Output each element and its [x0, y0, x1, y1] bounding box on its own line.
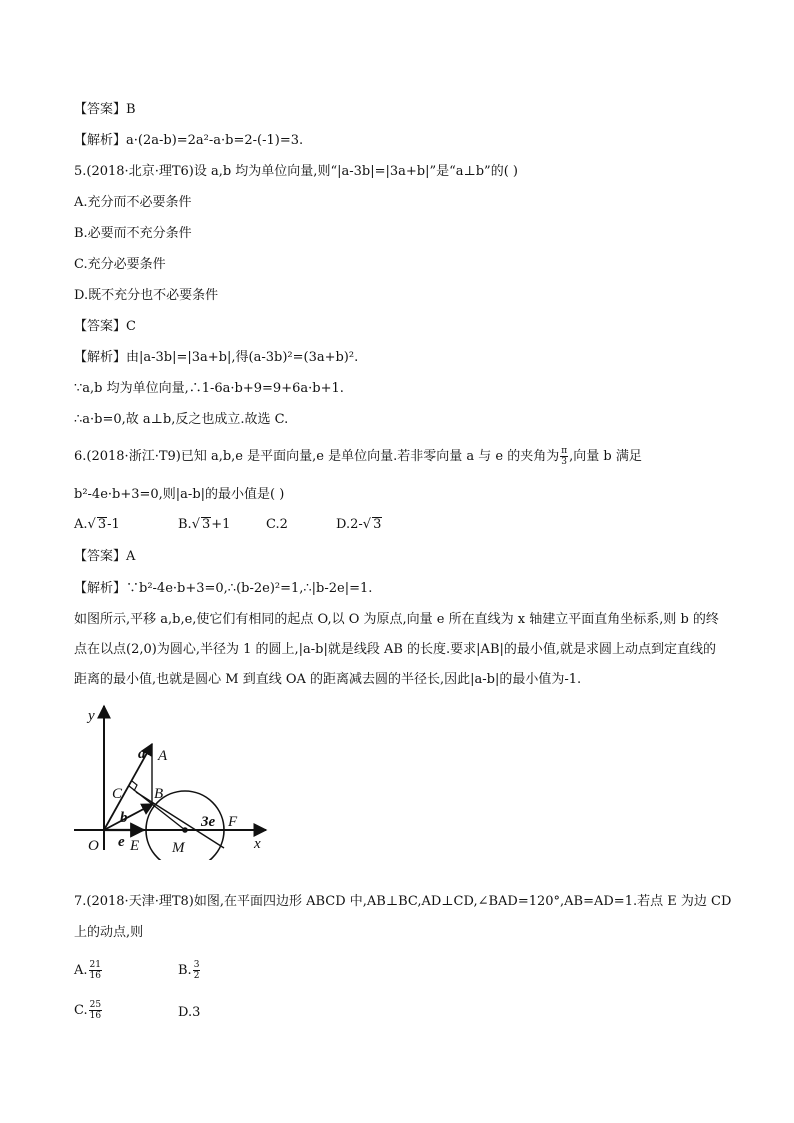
- radicand: 3: [97, 517, 107, 532]
- q7-option-d: D.3: [178, 1005, 201, 1020]
- q6-text-pre: 6.(2018·浙江·T9)已知 a,b,e 是平面向量,e 是单位向量.若非零向量 a 与 e 的夹角为: [74, 449, 560, 464]
- explanation-4: 【解析】a·(2a-b)=2a²-a·b=2-(-1)=3.: [74, 133, 304, 148]
- radicand: 3: [201, 517, 211, 532]
- option-fraction: [193, 960, 201, 981]
- label-y: y: [88, 708, 95, 724]
- fraction-denominator: 16: [89, 1011, 102, 1021]
- question-6-line2: b²-4e·b+3=0,则|a-b|的最小值是( ): [74, 487, 285, 502]
- q5-option-c: C.充分必要条件: [74, 257, 166, 272]
- label-F: F: [228, 814, 238, 830]
- option-tail: -1: [107, 517, 120, 532]
- option-letter: A.: [74, 517, 88, 532]
- fraction-denominator: 2: [193, 971, 200, 981]
- label-x: x: [254, 836, 261, 852]
- q6-option-c: C.2: [266, 517, 288, 532]
- question-6-line1: [74, 446, 642, 467]
- fraction-denominator: 16: [89, 971, 101, 981]
- option-fraction: [89, 960, 102, 981]
- label-A: A: [158, 748, 168, 764]
- vector-figure: [66, 700, 286, 860]
- q6-option-d: [336, 516, 382, 534]
- answer-label-4: 【答案】B: [74, 102, 136, 117]
- q6-option-b: [178, 516, 230, 534]
- answer-label-6: 【答案】A: [74, 549, 136, 564]
- explanation-6-paragraph: 如图所示,平移 a,b,e,使它们有相同的起点 O,以 O 为原点,向量 e 所在直线为 x 轴建立平面直角坐标系,则 b 的终点在以点(2,0)为圆心,半径为 1 的圆上,|a-b|就是线段 AB 的长度.要求|AB|的最小值,就是求圆上动点到定直线的距离的最小值,也就是圆心 M 到直线 OA 的距离减去圆的半径长,因此|a-b|的最小值为-1.: [74, 612, 719, 687]
- label-e-vector: e: [118, 834, 125, 850]
- option-letter: C.: [74, 1003, 88, 1018]
- q5-option-b: B.必要而不充分条件: [74, 226, 192, 241]
- fraction-numerator: π: [561, 446, 568, 456]
- label-M: M: [172, 840, 185, 856]
- label-B: B: [154, 786, 164, 802]
- sqrt-icon: √: [191, 517, 200, 532]
- q7-option-c: [74, 1000, 103, 1021]
- q7-option-b: [178, 960, 201, 981]
- option-tail: +1: [211, 517, 231, 532]
- angle-fraction: [560, 446, 568, 467]
- label-b-vector: b: [120, 810, 128, 826]
- option-letter: B.: [178, 963, 192, 978]
- explanation-6-line1: 【解析】∵b²-4e·b+3=0,∴(b-2e)²=1,∴|b-2e|=1.: [74, 581, 373, 596]
- q6-text-post: ,向量 b 满足: [569, 449, 642, 464]
- radicand: 3: [373, 517, 382, 532]
- fraction-numerator: 21: [89, 960, 101, 970]
- label-E: E: [130, 838, 140, 854]
- fraction-denominator: 3: [561, 457, 568, 467]
- sqrt-icon: √: [362, 517, 372, 532]
- question-5: 5.(2018·北京·理T6)设 a,b 均为单位向量,则“|a-3b|=|3a+b|”是“a⊥b”的( ): [74, 164, 518, 179]
- q5-option-d: D.既不充分也不必要条件: [74, 288, 219, 303]
- option-letter: B.: [178, 517, 192, 532]
- fraction-numerator: 25: [89, 1000, 102, 1010]
- option-letter: D.2-: [336, 517, 363, 532]
- fraction-numerator: 3: [193, 960, 200, 970]
- question-7-line2: 上的动点,则: [74, 925, 144, 940]
- explanation-5-line2: ∵a,b 均为单位向量,∴1-6a·b+9=9+6a·b+1.: [74, 381, 344, 396]
- option-letter: A.: [74, 963, 88, 978]
- question-7-line1: 7.(2018·天津·理T8)如图,在平面四边形 ABCD 中,AB⊥BC,AD⊥CD,∠BAD=120°,AB=AD=1.若点 E 为边 CD: [74, 894, 732, 909]
- option-fraction: [89, 1000, 102, 1021]
- explanation-5-line3: ∴a·b=0,故 a⊥b,反之也成立.故选 C.: [74, 412, 289, 427]
- answer-label-5: 【答案】C: [74, 319, 136, 334]
- q5-option-a: A.充分而不必要条件: [74, 195, 192, 210]
- explanation-5-line1: 【解析】由|a-3b|=|3a+b|,得(a-3b)²=(3a+b)².: [74, 350, 359, 365]
- sqrt-icon: √: [87, 517, 96, 532]
- label-3e: 3e: [201, 814, 216, 830]
- q7-option-a: [74, 960, 103, 981]
- point-m: [182, 827, 188, 833]
- label-C: C: [112, 786, 123, 802]
- q6-option-a: [74, 516, 120, 534]
- label-a-vector: a: [138, 746, 146, 762]
- label-O: O: [88, 838, 99, 854]
